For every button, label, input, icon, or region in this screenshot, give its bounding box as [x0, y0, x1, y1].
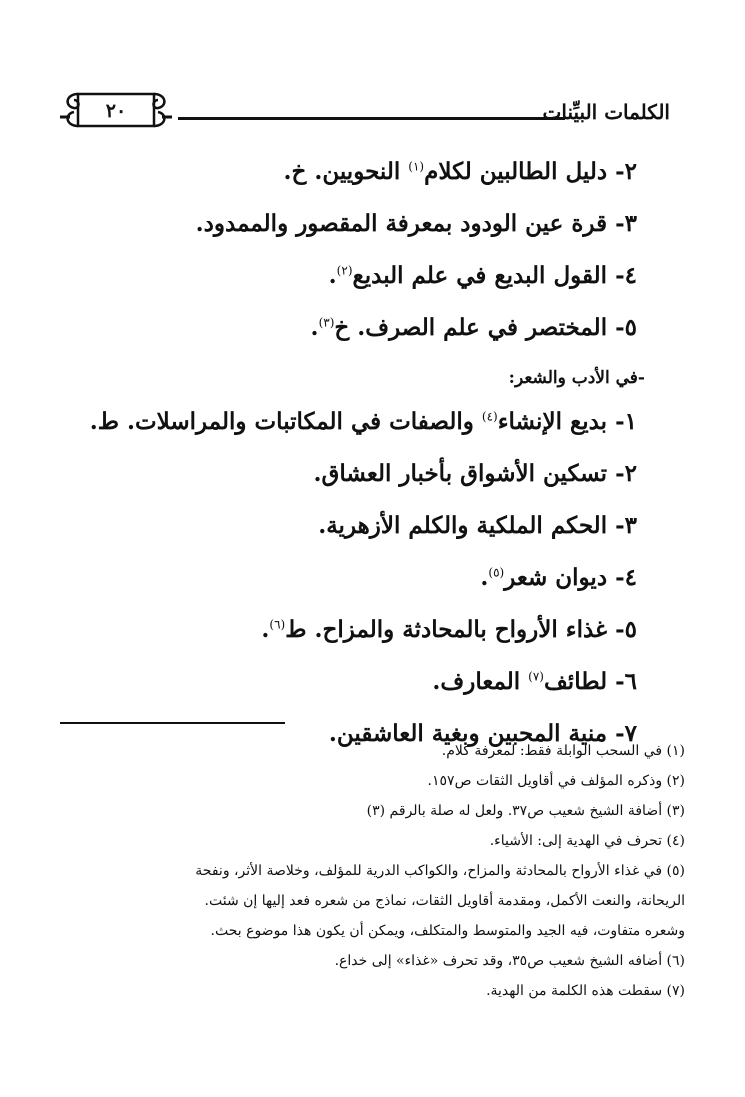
running-title: الكلمات البيِّنات	[542, 100, 670, 124]
header-rule	[178, 117, 565, 120]
list-item: ٤- القول البديع في علم البديع$^{(٢)}$.	[328, 262, 637, 289]
footnote: (٧) سقطت هذه الكلمة من الهدية.	[486, 983, 685, 999]
section-heading: -في الأدب والشعر:	[508, 368, 645, 388]
list-item: ٧- منية المحبين وبغية العاشقين.	[328, 720, 637, 747]
footnote-continuation: الريحانة، والنعت الأكمل، ومقدمة أقاويل الثقات، نماذج من شعره فعد إليها إن شئت.	[204, 893, 685, 909]
list-item: ٦- لطائف$^{(٧)}$ المعارف.	[432, 668, 637, 695]
footnote-ref: (٢)	[336, 263, 353, 278]
list-item: ٤- ديوان شعر$^{(٥)}$.	[480, 564, 637, 591]
footnote-ref: (٧)	[528, 669, 544, 684]
footnote-continuation: وشعره متفاوت، فيه الجيد والمتوسط والمتكلف، ويمكن أن يكون هذا موضوع بحث.	[210, 923, 685, 939]
footnotes	[60, 736, 685, 1006]
footnote: (٥) في غذاء الأرواح بالمحادثة والمزاح، والكواكب الدرية للمؤلف، وخلاصة الأثر، ونفحة	[195, 863, 685, 879]
list-item: ٣- الحكم الملكية والكلم الأزهرية.	[318, 512, 637, 539]
page-number-scroll-ornament	[60, 88, 172, 132]
page-number: ٢٠	[105, 100, 127, 122]
list-item: ٥- المختصر في علم الصرف. خ$^{(٣)}$.	[310, 314, 637, 341]
footnote: (٦) أضافه الشيخ شعيب ص٣٥، وقد تحرف «غذاء» إلى خداع.	[334, 953, 685, 969]
page-header	[60, 84, 670, 134]
list-item: ٥- غذاء الأرواح بالمحادثة والمزاح. ط$^{(٦)}$.	[261, 616, 637, 643]
works-list-grammar	[77, 146, 645, 760]
footnote: (٤) تحرف في الهدية إلى: الأشياء.	[489, 833, 685, 849]
footnote-ref: (٦)	[269, 617, 286, 632]
footnote-ref: (٣)	[318, 315, 335, 330]
footnote: (٣) أضافة الشيخ شعيب ص٣٧. ولعل له صلة بالرقم (٣)	[366, 803, 685, 819]
list-item: ٣- قرة عين الودود بمعرفة المقصور والممدود.	[195, 210, 637, 237]
footnote-separator	[60, 722, 285, 724]
footnote-ref: (٤)	[481, 409, 498, 424]
footnote-ref: (٥)	[488, 565, 505, 580]
list-item: ٢- دليل الطالبين لكلام$^{(١)}$ النحويين. خ.	[283, 158, 637, 185]
footnote: (٢) وذكره المؤلف في أقاويل الثقات ص١٥٧.	[427, 773, 685, 789]
footnote: (١) في السحب الوابلة فقط: لمعرفة كلام.	[441, 743, 685, 759]
list-item: ١- بديع الإنشاء$^{(٤)}$ والصفات في المكاتبات والمراسلات. ط.	[89, 408, 637, 435]
list-item: ٢- تسكين الأشواق بأخبار العشاق.	[313, 460, 637, 487]
footnote-ref: (١)	[408, 159, 425, 174]
